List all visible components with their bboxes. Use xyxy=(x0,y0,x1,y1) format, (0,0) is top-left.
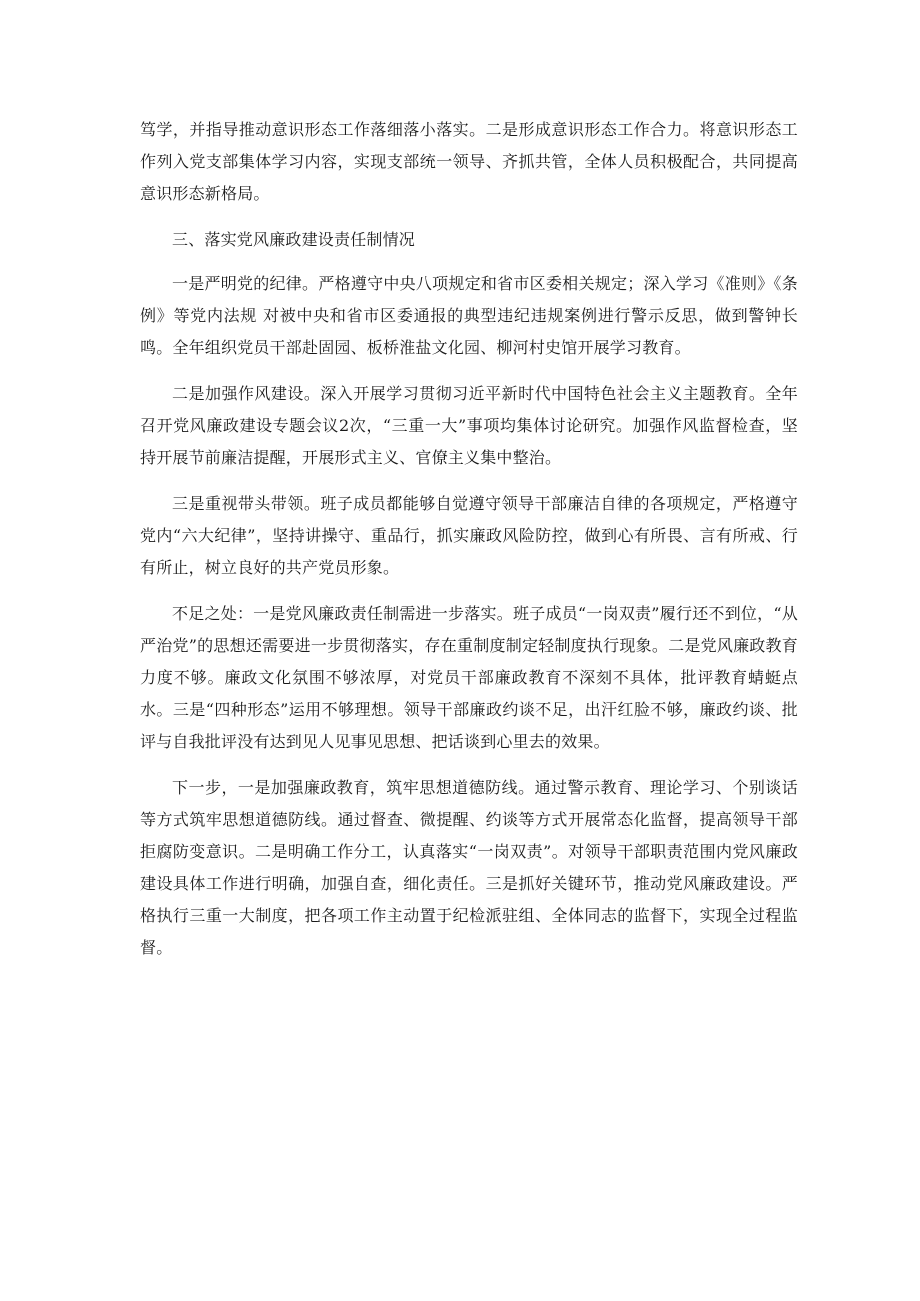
paragraph-shortcomings: 不足之处：一是党风廉政责任制需进一步落实。班子成员“一岗双责”履行还不到位，“从严治党”的思想还需要进一步贯彻落实，存在重制度制定轻制度执行现象。二是党风廉政教育力度不够。廉政文化氛围不够浓厚，对党员干部廉政教育不深刻不具体，批评教育蜻蜓点水。三是“四种形态”运用不够理想。领导干部廉政约谈不足，出汗红脸不够，廉政约谈、批评与自我批评没有达到见人见事见思想、把话谈到心里去的效果。 xyxy=(140,604,798,751)
paragraph-continuation: 笃学，并指导推动意识形态工作落细落小落实。二是形成意识形态工作合力。将意识形态工作列入党支部集体学习内容，实现支部统一领导、齐抓共管，全体人员积极配合，共同提高意识形态新格局。 xyxy=(140,120,798,203)
paragraph-work-style: 二是加强作风建设。深入开展学习贯彻习近平新时代中国特色社会主义主题教育。全年召开党风廉政建设专题会议2次，“三重一大”事项均集体讨论研究。加强作风监督检查，坚持开展节前廉洁提醒，开展形式主义、官僚主义集中整治。 xyxy=(140,384,798,467)
document-body xyxy=(140,114,798,978)
paragraph-leadership: 三是重视带头带领。班子成员都能够自觉遵守领导干部廉洁自律的各项规定，严格遵守党内“六大纪律”，坚持讲操守、重品行，抓实廉政风险防控，做到心有所畏、言有所戒、行有所止，树立良好的共产党员形象。 xyxy=(140,494,798,577)
paragraph-discipline: 一是严明党的纪律。严格遵守中央八项规定和省市区委相关规定；深入学习《准则》《条例》等党内法规 对被中央和省市区委通报的典型违纪违规案例进行警示反思，做到警钟长鸣。全年组织党员干部赴固园、板桥淮盐文化园、柳河村史馆开展学习教育。 xyxy=(140,274,798,357)
section-heading: 三、落实党风廉政建设责任制情况 xyxy=(172,230,416,249)
paragraph-next-steps: 下一步，一是加强廉政教育，筑牢思想道德防线。通过警示教育、理论学习、个别谈话等方式筑牢思想道德防线。通过督查、微提醒、约谈等方式开展常态化监督，提高领导干部拒腐防变意识。二是明确工作分工，认真落实“一岗双责”。对领导干部职责范围内党风廉政建设具体工作进行明确，加强自查，细化责任。三是抓好关键环节，推动党风廉政建设。严格执行三重一大制度，把各项工作主动置于纪检派驻组、全体同志的监督下，实现全过程监督。 xyxy=(140,778,798,957)
